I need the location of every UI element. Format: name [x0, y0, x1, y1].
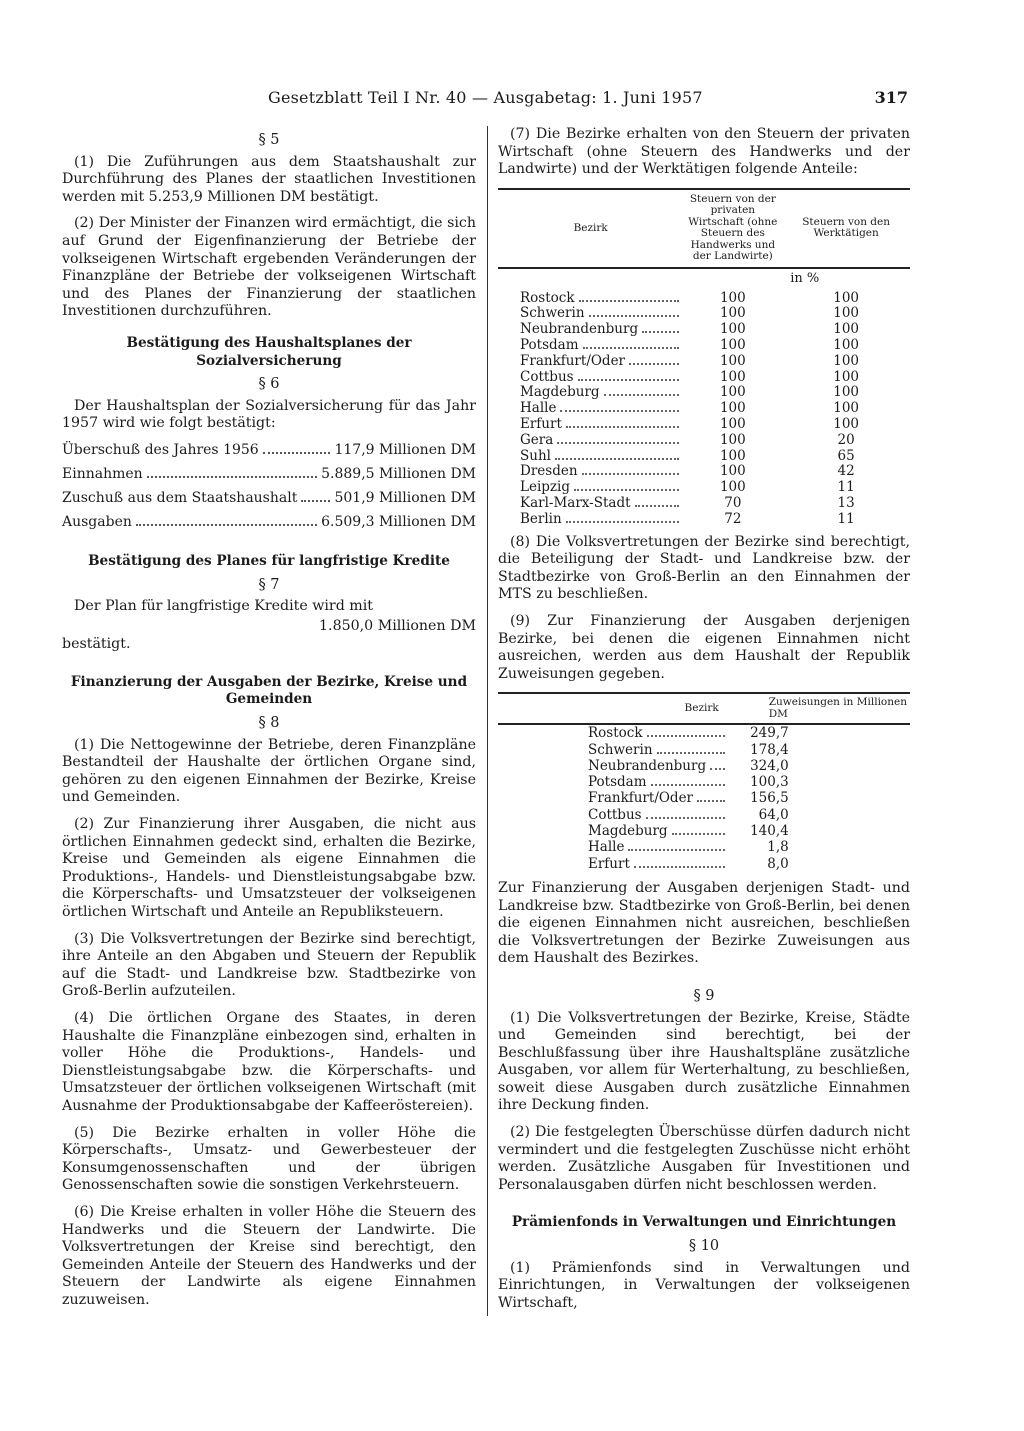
table-row: [498, 417, 910, 433]
section-7-tail: bestätigt.: [62, 636, 131, 653]
table-row: [498, 823, 910, 839]
row-work-share: 100: [833, 289, 860, 306]
row-private-share: 100: [719, 321, 746, 338]
row-private-share: 100: [719, 352, 746, 369]
budget-row-value: 117,9 Millionen DM: [334, 441, 476, 458]
leader-dots: [635, 505, 680, 507]
table-row: [498, 322, 910, 338]
section-7-text: Der Plan für langfristige Kredite wird mit: [74, 598, 373, 615]
leader-dots: [651, 784, 725, 786]
row-allocation: 100,3: [750, 774, 789, 791]
table-row: [498, 839, 910, 855]
leader-dots: [657, 752, 725, 754]
row-private-share: 100: [719, 431, 746, 448]
leader-dots: [574, 489, 679, 491]
row-bezirk: Neubrandenburg: [520, 321, 639, 338]
row-private-share: 100: [719, 289, 746, 306]
budget-row: [62, 490, 476, 507]
leader-dots: [555, 458, 679, 460]
budget-row: [62, 466, 476, 483]
budget-row-label: Überschuß des Jahres 1956: [62, 441, 259, 458]
row-allocation: 178,4: [750, 741, 789, 758]
section-8-paragraph-4: (4) Die örtlichen Organe des Staates, in deren Haushalte die Finanzpläne einbezogen sind, erhalten in voller Höhe die Produktions-, Handels- und Dienstleistungsabgabe bzw. die Körperschafts- und Umsatzsteuer der örtlichen volkseigenen Wirtschaft (mit Ausnahme der Produktionsabgabe der Kaffeeröstereien).: [62, 1009, 476, 1114]
section-8-paragraph-1: (1) Die Nettogewinne der Betriebe, deren Finanzpläne Bestandteil der Haushalte der örtlichen Organe sind, gehören zu den eigenen Einnahmen der Bezirke, Kreise und Gemeinden.: [62, 736, 476, 806]
page-header: [268, 88, 908, 118]
leader-dots: [634, 866, 725, 868]
leader-dots: [646, 817, 725, 819]
table-row: [498, 338, 910, 354]
heading-bezirke: Finanzierung der Ausgaben der Bezirke, Kreise und Gemeinden: [70, 673, 468, 708]
budget-row: [62, 514, 476, 531]
row-allocation: 64,0: [758, 806, 789, 823]
table-row: [498, 370, 910, 386]
row-private-share: 100: [719, 384, 746, 401]
row-bezirk: Schwerin: [520, 305, 585, 322]
table-row: [498, 856, 910, 872]
table-row: [498, 742, 910, 758]
row-work-share: 100: [833, 305, 860, 322]
row-bezirk: Frankfurt/Oder: [588, 790, 694, 807]
section-6-title: § 6: [258, 376, 280, 393]
leader-dots: [629, 363, 679, 365]
section-8-paragraph-6: (6) Die Kreise erhalten in voller Höhe die Steuern des Handwerks und die Steuern der Landwirte. Die Volksvertretungen der Kreise sind berechtigt, den Gemeinden Anteile der Steuern des Handwerks und der Steuern der Landwirte als eigene Einnahmen zuzuweisen.: [62, 1203, 476, 1308]
row-work-share: 20: [837, 431, 855, 448]
leader-dots: [647, 735, 725, 737]
budget-row-value: 6.509,3 Millionen DM: [321, 513, 476, 530]
page-number: 317: [874, 88, 908, 107]
table-row: [498, 480, 910, 496]
row-work-share: 65: [837, 447, 855, 464]
budget-row-label: Einnahmen: [62, 465, 143, 482]
table-row: [498, 306, 910, 322]
table-row: [498, 401, 910, 417]
row-work-share: 100: [833, 400, 860, 417]
table-row: [498, 758, 910, 774]
row-bezirk: Potsdam: [520, 336, 579, 353]
column-header-bezirk: Bezirk: [573, 221, 608, 234]
row-work-share: 100: [833, 368, 860, 385]
table-row: [498, 807, 910, 823]
row-allocation: 140,4: [750, 823, 789, 840]
section-9-title: § 9: [693, 987, 715, 1004]
column-header-bezirk: Bezirk: [684, 702, 719, 715]
heading-sozialversicherung: Bestätigung des Haushaltsplanes der Sozialversicherung: [126, 334, 412, 369]
leader-dots: [672, 833, 725, 835]
row-bezirk: Leipzig: [520, 479, 570, 496]
leader-dots: [557, 442, 679, 444]
row-bezirk: Rostock: [588, 725, 643, 742]
row-private-share: 70: [724, 494, 742, 511]
section-8-paragraph-3: (3) Die Volksvertretungen der Bezirke sind berechtigt, ihre Anteile an den Abgaben und Steuern der Republik auf die Stadt- und Landkreise bzw. Stadtbezirke von Groß-Berlin aufzuteilen.: [62, 930, 476, 1000]
leader-dots: [560, 410, 679, 412]
column-header-werktaetige: Steuern von den Werktätigen: [802, 215, 891, 240]
table-row: [498, 464, 910, 480]
table-header-row: [498, 189, 910, 268]
leader-dots: [579, 300, 680, 302]
row-bezirk: Schwerin: [588, 741, 653, 758]
heading-praemienfonds: Prämienfonds in Verwaltungen und Einrichtungen: [511, 1214, 897, 1231]
unit-row: [498, 268, 910, 291]
table-row: [498, 774, 910, 790]
budget-row-label: Zuschuß aus dem Staatshaushalt: [62, 489, 298, 506]
section-8-paragraph-9: (9) Zur Finanzierung der Ausgaben derjenigen Bezirke, bei denen die eigenen Einnahmen nicht ausreichen, werden aus dem Haushalt der Republik Zuweisungen gegeben.: [498, 612, 910, 682]
row-bezirk: Magdeburg: [588, 823, 668, 840]
leader-dots: [710, 768, 725, 770]
row-bezirk: Suhl: [520, 447, 551, 464]
row-bezirk: Karl-Marx-Stadt: [520, 494, 631, 511]
leader-dots: [697, 800, 725, 802]
tax-share-table: [498, 188, 910, 528]
column-header-zuweisungen: Zuweisungen in Millionen DM: [768, 696, 907, 720]
column-header-private: Steuern von der privaten Wirtschaft (ohne Steuern des Handwerks und der Landwirte): [688, 192, 778, 263]
row-bezirk: Magdeburg: [520, 384, 600, 401]
row-bezirk: Halle: [520, 400, 557, 417]
budget-row-value: 501,9 Millionen DM: [334, 489, 476, 506]
section-8-paragraph-8: (8) Die Volksvertretungen der Bezirke sind berechtigt, die Beteiligung der Stadt- und Landkreise bzw. der Stadtbezirke von Groß-Berlin an den Einnahmen der MTS zu beschließen.: [498, 533, 910, 603]
row-bezirk: Cottbus: [588, 806, 642, 823]
unit-label: in %: [790, 270, 820, 286]
row-bezirk: Potsdam: [588, 774, 647, 791]
row-bezirk: Dresden: [520, 463, 578, 480]
table-row: [498, 433, 910, 449]
row-bezirk: Gera: [520, 431, 554, 448]
leader-dots: [582, 473, 680, 475]
heading-kredite: Bestätigung des Planes für langfristige Kredite: [88, 552, 450, 569]
row-private-share: 72: [724, 510, 742, 527]
budget-row-value: 5.889,5 Millionen DM: [321, 465, 476, 482]
leader-dots: [578, 379, 680, 381]
row-work-share: 100: [833, 352, 860, 369]
table-row: [498, 496, 910, 512]
row-allocation: 324,0: [750, 757, 789, 774]
row-work-share: 100: [833, 415, 860, 432]
left-column: [62, 126, 476, 1318]
row-bezirk: Erfurt: [588, 855, 630, 872]
leader-dots: [642, 331, 679, 333]
budget-row-label: Ausgaben: [62, 513, 132, 530]
row-work-share: 13: [837, 494, 855, 511]
table-row: [498, 385, 910, 401]
row-bezirk: Frankfurt/Oder: [520, 352, 626, 369]
allocation-table: [498, 692, 910, 872]
row-allocation: 1,8: [767, 839, 789, 856]
section-5-paragraph-2: (2) Der Minister der Finanzen wird ermächtigt, die sich auf Grund der Eigenfinanzierung der Betriebe der volkseigenen Wirtschaft ergebenden Veränderungen der Finanzpläne der Betriebe der volkseigenen Wirtschaft und des Planes der Finanzierung der staatlichen Investitionen durchzuführen.: [62, 215, 476, 320]
section-9-paragraph-2: (2) Die festgelegten Überschüsse dürfen dadurch nicht vermindert und die festgelegten Zuschüsse nicht erhöht werden. Zusätzliche Ausgaben für Investitionen und Personalausgaben dürfen nicht beschlossen werden.: [498, 1124, 910, 1193]
row-private-share: 100: [719, 479, 746, 496]
leader-dots: [566, 426, 680, 428]
section-7-title: § 7: [258, 576, 280, 593]
section-8-paragraph-7: (7) Die Bezirke erhalten von den Steuern der privaten Wirtschaft (ohne Steuern des Handwerks und der Landwirte) und der Werktätigen folgende Anteile:: [498, 126, 910, 178]
section-10-paragraph-1: (1) Prämienfonds sind in Verwaltungen und Einrichtungen, in Verwaltungen der volkseigenen Wirtschaft,: [498, 1259, 910, 1311]
section-8-paragraph-5: (5) Die Bezirke erhalten in voller Höhe die Körperschafts-, Umsatz- und Gewerbesteuer der Konsumgenossenschaften und der übrigen Genossenschaften sowie die sonstigen Verkehrsteuern.: [62, 1124, 476, 1194]
leader-dots: [301, 500, 330, 502]
row-allocation: 156,5: [750, 790, 789, 807]
row-bezirk: Erfurt: [520, 415, 562, 432]
leader-dots: [604, 394, 680, 396]
section-10-title: § 10: [688, 1238, 720, 1255]
table-header-row: [498, 693, 910, 724]
row-private-share: 100: [719, 305, 746, 322]
row-work-share: 100: [833, 336, 860, 353]
allocation-note: Zur Finanzierung der Ausgaben derjenigen Stadt- und Landkreise bzw. Stadtbezirke von Groß-Berlin, bei denen die eigenen Einnahmen nicht ausreichen, beschließen die Volksvertretungen der Bezirke Zuweisungen aus dem Haushalt des Bezirkes.: [498, 879, 910, 967]
row-bezirk: Neubrandenburg: [588, 757, 707, 774]
row-work-share: 11: [837, 479, 855, 496]
section-6-intro: Der Haushaltsplan der Sozialversicherung für das Jahr 1957 wird wie folgt bestätigt:: [62, 397, 476, 432]
table-row: [498, 449, 910, 465]
leader-dots: [136, 524, 317, 526]
section-8-paragraph-2: (2) Zur Finanzierung ihrer Ausgaben, die nicht aus örtlichen Einnahmen gedeckt sind, erhalten die Bezirke, Kreise und Gemeinden als eigene Einnahmen die Produktions-, Handels- und Dienstleistungsabgabe bzw. die Körperschafts- und Umsatzsteuer der volkseigenen örtlichen Wirtschaft und Anteile an Republiksteuern.: [62, 816, 476, 920]
leader-dots: [628, 849, 724, 851]
leader-dots: [589, 315, 680, 317]
row-work-share: 100: [833, 384, 860, 401]
section-5-paragraph-1: (1) Die Zuführungen aus dem Staatshaushalt zur Durchführung des Planes der staatlichen Investitionen werden mit 5.253,9 Millionen DM bestätigt.: [62, 153, 476, 205]
leader-dots: [147, 476, 317, 478]
section-8-title: § 8: [258, 715, 280, 732]
table-row: [498, 354, 910, 370]
right-column: [498, 126, 910, 1321]
row-bezirk: Rostock: [520, 289, 575, 306]
row-allocation: 8,0: [767, 855, 789, 872]
row-allocation: 249,7: [750, 725, 789, 742]
table-row: [498, 512, 910, 528]
budget-row: [62, 442, 476, 459]
table-row: [498, 790, 910, 806]
row-bezirk: Berlin: [520, 510, 562, 527]
leader-dots: [566, 521, 680, 523]
table-row: [498, 724, 910, 741]
leader-dots: [583, 347, 680, 349]
row-private-share: 100: [719, 400, 746, 417]
table-row: [498, 291, 910, 307]
row-private-share: 100: [719, 447, 746, 464]
header-title: Gesetzblatt Teil I Nr. 40 — Ausgabetag: 1. Juni 1957: [268, 88, 703, 107]
row-bezirk: Halle: [588, 839, 625, 856]
row-bezirk: Cottbus: [520, 368, 574, 385]
section-7-amount: 1.850,0 Millionen DM: [319, 617, 476, 634]
row-private-share: 100: [719, 463, 746, 480]
row-work-share: 100: [833, 321, 860, 338]
row-private-share: 100: [719, 336, 746, 353]
section-5-title: § 5: [258, 132, 280, 148]
leader-dots: [263, 452, 331, 454]
column-divider: [487, 126, 488, 1316]
section-9-paragraph-1: (1) Die Volksvertretungen der Bezirke, Kreise, Städte und Gemeinden sind berechtigt, bei der Beschlußfassung über ihre Haushaltspläne zusätzliche Ausgaben, vor allem für Werterhaltung, zu beschließen, soweit diese Ausgaben durch zusätzliche Einnahmen ihre Deckung finden.: [498, 1009, 910, 1114]
row-private-share: 100: [719, 368, 746, 385]
row-work-share: 11: [837, 510, 855, 527]
row-work-share: 42: [837, 463, 855, 480]
row-private-share: 100: [719, 415, 746, 432]
